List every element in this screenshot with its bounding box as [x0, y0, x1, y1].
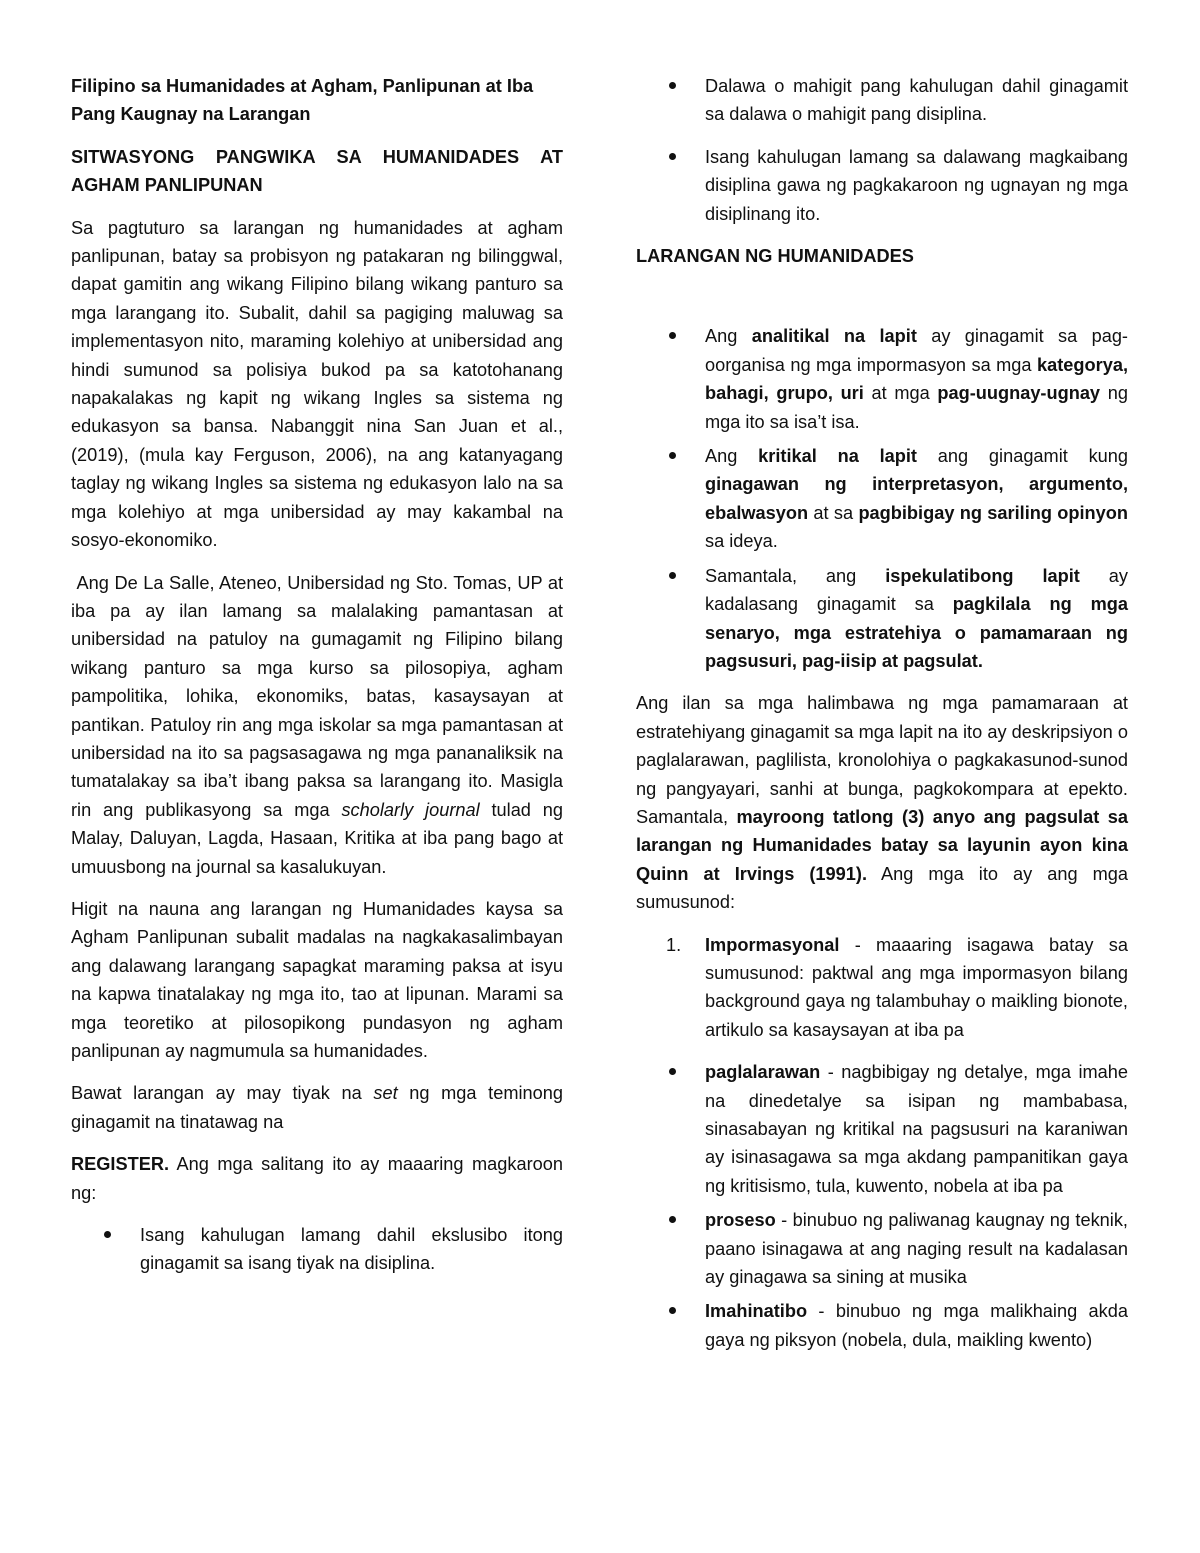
lapit2-text-1: Ang	[705, 446, 738, 467]
bullet-icon	[669, 1068, 676, 1075]
lapit3-text-2: ay kadalasang ginagamit sa	[705, 565, 1128, 615]
lapit-bullet-list	[636, 322, 1128, 675]
p4-italic: set	[373, 1083, 398, 1104]
bullet-icon	[669, 452, 676, 459]
lapit3-bold-1: ispekulatibong lapit	[885, 565, 1080, 586]
list-item	[636, 322, 1128, 436]
item-term: Imahinatibo	[705, 1301, 808, 1322]
lapit1-text-4: ng mga ito sa isa’t isa.	[705, 383, 1128, 432]
lapit1-text-3: at mga	[871, 383, 930, 404]
lapit1-bold-2: kategorya, bahagi, grupo, uri	[705, 354, 1128, 404]
p6-bold: mayroong tatlong (3) anyo ang pagsulat sa larangan ng Humanidades batay sa layunin ayon kina Quinn at Irvings (1991).	[636, 806, 1128, 884]
bullet-text: Dalawa o mahigit pang kahulugan dahil ginagamit sa dalawa o mahigit pang disiplina.	[705, 76, 1128, 125]
lapit1-text-2: ay ginagamit sa pag-oorganisa ng mga impormasyon sa mga	[705, 326, 1128, 375]
item-text: - maaaring isagawa batay sa sumusunod: paktwal ang mga impormasyon bilang background gaya ng talambuhay o maikling bionote, artikulo sa kasaysayan at iba pa	[705, 934, 1128, 1040]
lapit1-bold-3: pag-uugnay-ugnay	[937, 383, 1101, 404]
item-text: - binubuo ng mga malikhaing akda gaya ng piksyon (nobela, dula, maikling kwento)	[705, 1301, 1128, 1350]
item-term: proseso	[705, 1210, 776, 1231]
bullet-icon	[669, 332, 676, 339]
register-bullet-list-right	[636, 72, 1128, 228]
item-term: Impormasyonal	[705, 934, 840, 955]
paragraph-intro: Sa pagtuturo sa larangan ng humanidades at agham panlipunan, batay sa probisyon ng patakaran ng bilinggwal, dapat gamitin ang wikang Filipino bilang wikang panturo sa mga larangang ito. Subalit, dahil sa pagiging maluwag sa implementasyon nito, maraming kolehiyo at unibersidad ang hindi sumunod sa polisiya bukod pa sa katotohanang napakalakas ng kapit ng wikang Ingles sa sistema ng edukasyon sa bansa. Nabanggit nina San Juan et al., (2019), (mula kay Ferguson, 2006), na ang katanyagang taglay ng wikang Ingles sa sistema ng edukasyon lalo na sa mga kolehiyo at mga unibersidad ay may kakambal na sosyo-ekonomiko.	[71, 217, 563, 551]
list-number: 1.	[666, 934, 682, 955]
bullet-icon	[669, 1216, 676, 1223]
spacer	[636, 284, 1128, 322]
lapit2-bold-1: kritikal na lapit	[758, 446, 917, 467]
lapit2-bold-2: ginagawan ng interpretasyon, argumento, ebalwasyon	[705, 474, 1128, 523]
bullet-text: Isang kahulugan lamang dahil ekslusibo itong ginagamit sa isang tiyak na disiplina.	[140, 1225, 563, 1274]
p4-text-a: Bawat larangan ay may tiyak na	[71, 1083, 362, 1104]
lapit1-bold-1: analitikal na lapit	[751, 326, 917, 347]
list-item	[636, 1297, 1128, 1354]
lapit2-text-4: sa ideya.	[705, 531, 778, 552]
list-item	[636, 72, 1128, 129]
section-heading-larangan: LARANGAN NG HUMANIDADES	[636, 246, 914, 267]
lapit1-text-1: Ang	[705, 326, 738, 347]
item-text: - nagbibigay ng detalye, mga imahe na dinedetalye sa isipan ng mambabasa, sinasabayan ng kritikal na pagsusuri na karaniwan ay isinasagawa sa mga akdang pampanitikan gaya ng kritisismo, tula, kuwento, nobela at iba pa	[705, 1062, 1128, 1196]
bullet-icon	[104, 1231, 111, 1238]
item-text: - binubuo ng paliwanag kaugnay ng teknik, paano isinagawa at ang naging result na kadalasan ay ginagawa sa sining at musika	[705, 1210, 1128, 1288]
anyo-list	[636, 931, 1128, 1045]
item-term: paglalarawan	[705, 1062, 821, 1083]
register-term: REGISTER.	[71, 1154, 170, 1175]
list-item	[636, 1206, 1128, 1291]
p6-text-b: Ang mga ito ay ang mga sumusunod:	[636, 863, 1128, 913]
list-item	[71, 1221, 563, 1278]
bullet-icon	[669, 572, 676, 579]
p2-text-b: tulad ng Malay, Daluyan, Lagda, Hasaan, Kritika at iba pang bago at umuusbong na journal sa kasalukuyan.	[71, 799, 563, 877]
paragraph-register-intro	[71, 1079, 563, 1136]
bullet-icon	[669, 1307, 676, 1314]
lapit2-text-2: ang ginagamit kung	[937, 446, 1129, 467]
paragraph-universities	[71, 569, 563, 881]
lapit3-text-1: Samantala, ang	[705, 565, 857, 586]
lapit3-bold-2: pagkilala ng mga senaryo, mga estratehiya o pamamaraan ng pagsusuri, pag-iisip at pagsulat.	[705, 594, 1128, 671]
bullet-icon	[669, 82, 676, 89]
anyo-bullet-list	[636, 1058, 1128, 1354]
p2-text-a: Ang De La Salle, Ateneo, Unibersidad ng Sto. Tomas, UP at iba pa ay ilan lamang sa malalaking pamantasan at unibersidad na patuloy na gumagamit ng Filipino bilang wikang panturo sa mga kurso sa pilosopiya, agham pampolitika, lohika, ekonomiks, batas, kasaysayan at pantikan. Patuloy rin ang mga iskolar sa mga pamantasan at unibersidad na ito sa pagsasagawa ng mga pananaliksik na tumatalakay sa iba’t ibang paksa sa larangang ito. Masigla rin ang publikasyong sa mga	[71, 572, 563, 820]
paragraph-humanidades: Higit na nauna ang larangan ng Humanidades kaysa sa Agham Panlipunan subalit madalas na nagkakasalimbayan ang dalawang larangang sapagkat maraming paksa at isyu na kapwa tinatalakay ng mga ito, tao at lipunan. Marami sa mga teoretiko at pilosopikong pundasyon ng agham panlipunan ay nagmumula sa humanidades.	[71, 898, 563, 1061]
lapit2-bold-3: pagbibigay ng sariling opinyon	[858, 502, 1128, 523]
p4-text-b: ng mga teminong ginagamit na tinatawag na	[71, 1083, 563, 1132]
p6-text-a: Ang ilan sa mga halimbawa ng mga pamamaraan at estratehiyang ginagamit sa mga lapit na ito ay deskripsiyon o paglalarawan, paglilista, kronolohiya o pagkakasunod-sunod ng pangyayari, sanhi at bunga, pagkokompara at epekto. Samantala,	[636, 693, 1128, 827]
paragraph-pamamaraan	[636, 689, 1128, 916]
left-column	[71, 72, 563, 1292]
register-text: Ang mga salitang ito ay maaaring magkaroon ng:	[71, 1154, 563, 1203]
p2-italic: scholarly journal	[341, 799, 480, 820]
lapit2-text-3: at sa	[813, 502, 854, 523]
list-item	[636, 143, 1128, 228]
list-item	[636, 1058, 1128, 1200]
bullet-icon	[669, 153, 676, 160]
paragraph-register	[71, 1150, 563, 1207]
section-heading-sitwasyon: SITWASYONG PANGWIKA SA HUMANIDADES AT AGHAM PANLIPUNAN	[71, 146, 563, 196]
list-item	[636, 442, 1128, 556]
register-bullet-list-left	[71, 1221, 563, 1278]
right-column	[636, 72, 1128, 1368]
list-item	[636, 562, 1128, 676]
list-item	[636, 931, 1128, 1045]
document-title: Filipino sa Humanidades at Agham, Panlipunan at Iba Pang Kaugnay na Larangan	[71, 76, 534, 125]
bullet-text: Isang kahulugan lamang sa dalawang magkaibang disiplina gawa ng pagkakaroon ng ugnayan ng mga disiplinang ito.	[705, 146, 1128, 224]
